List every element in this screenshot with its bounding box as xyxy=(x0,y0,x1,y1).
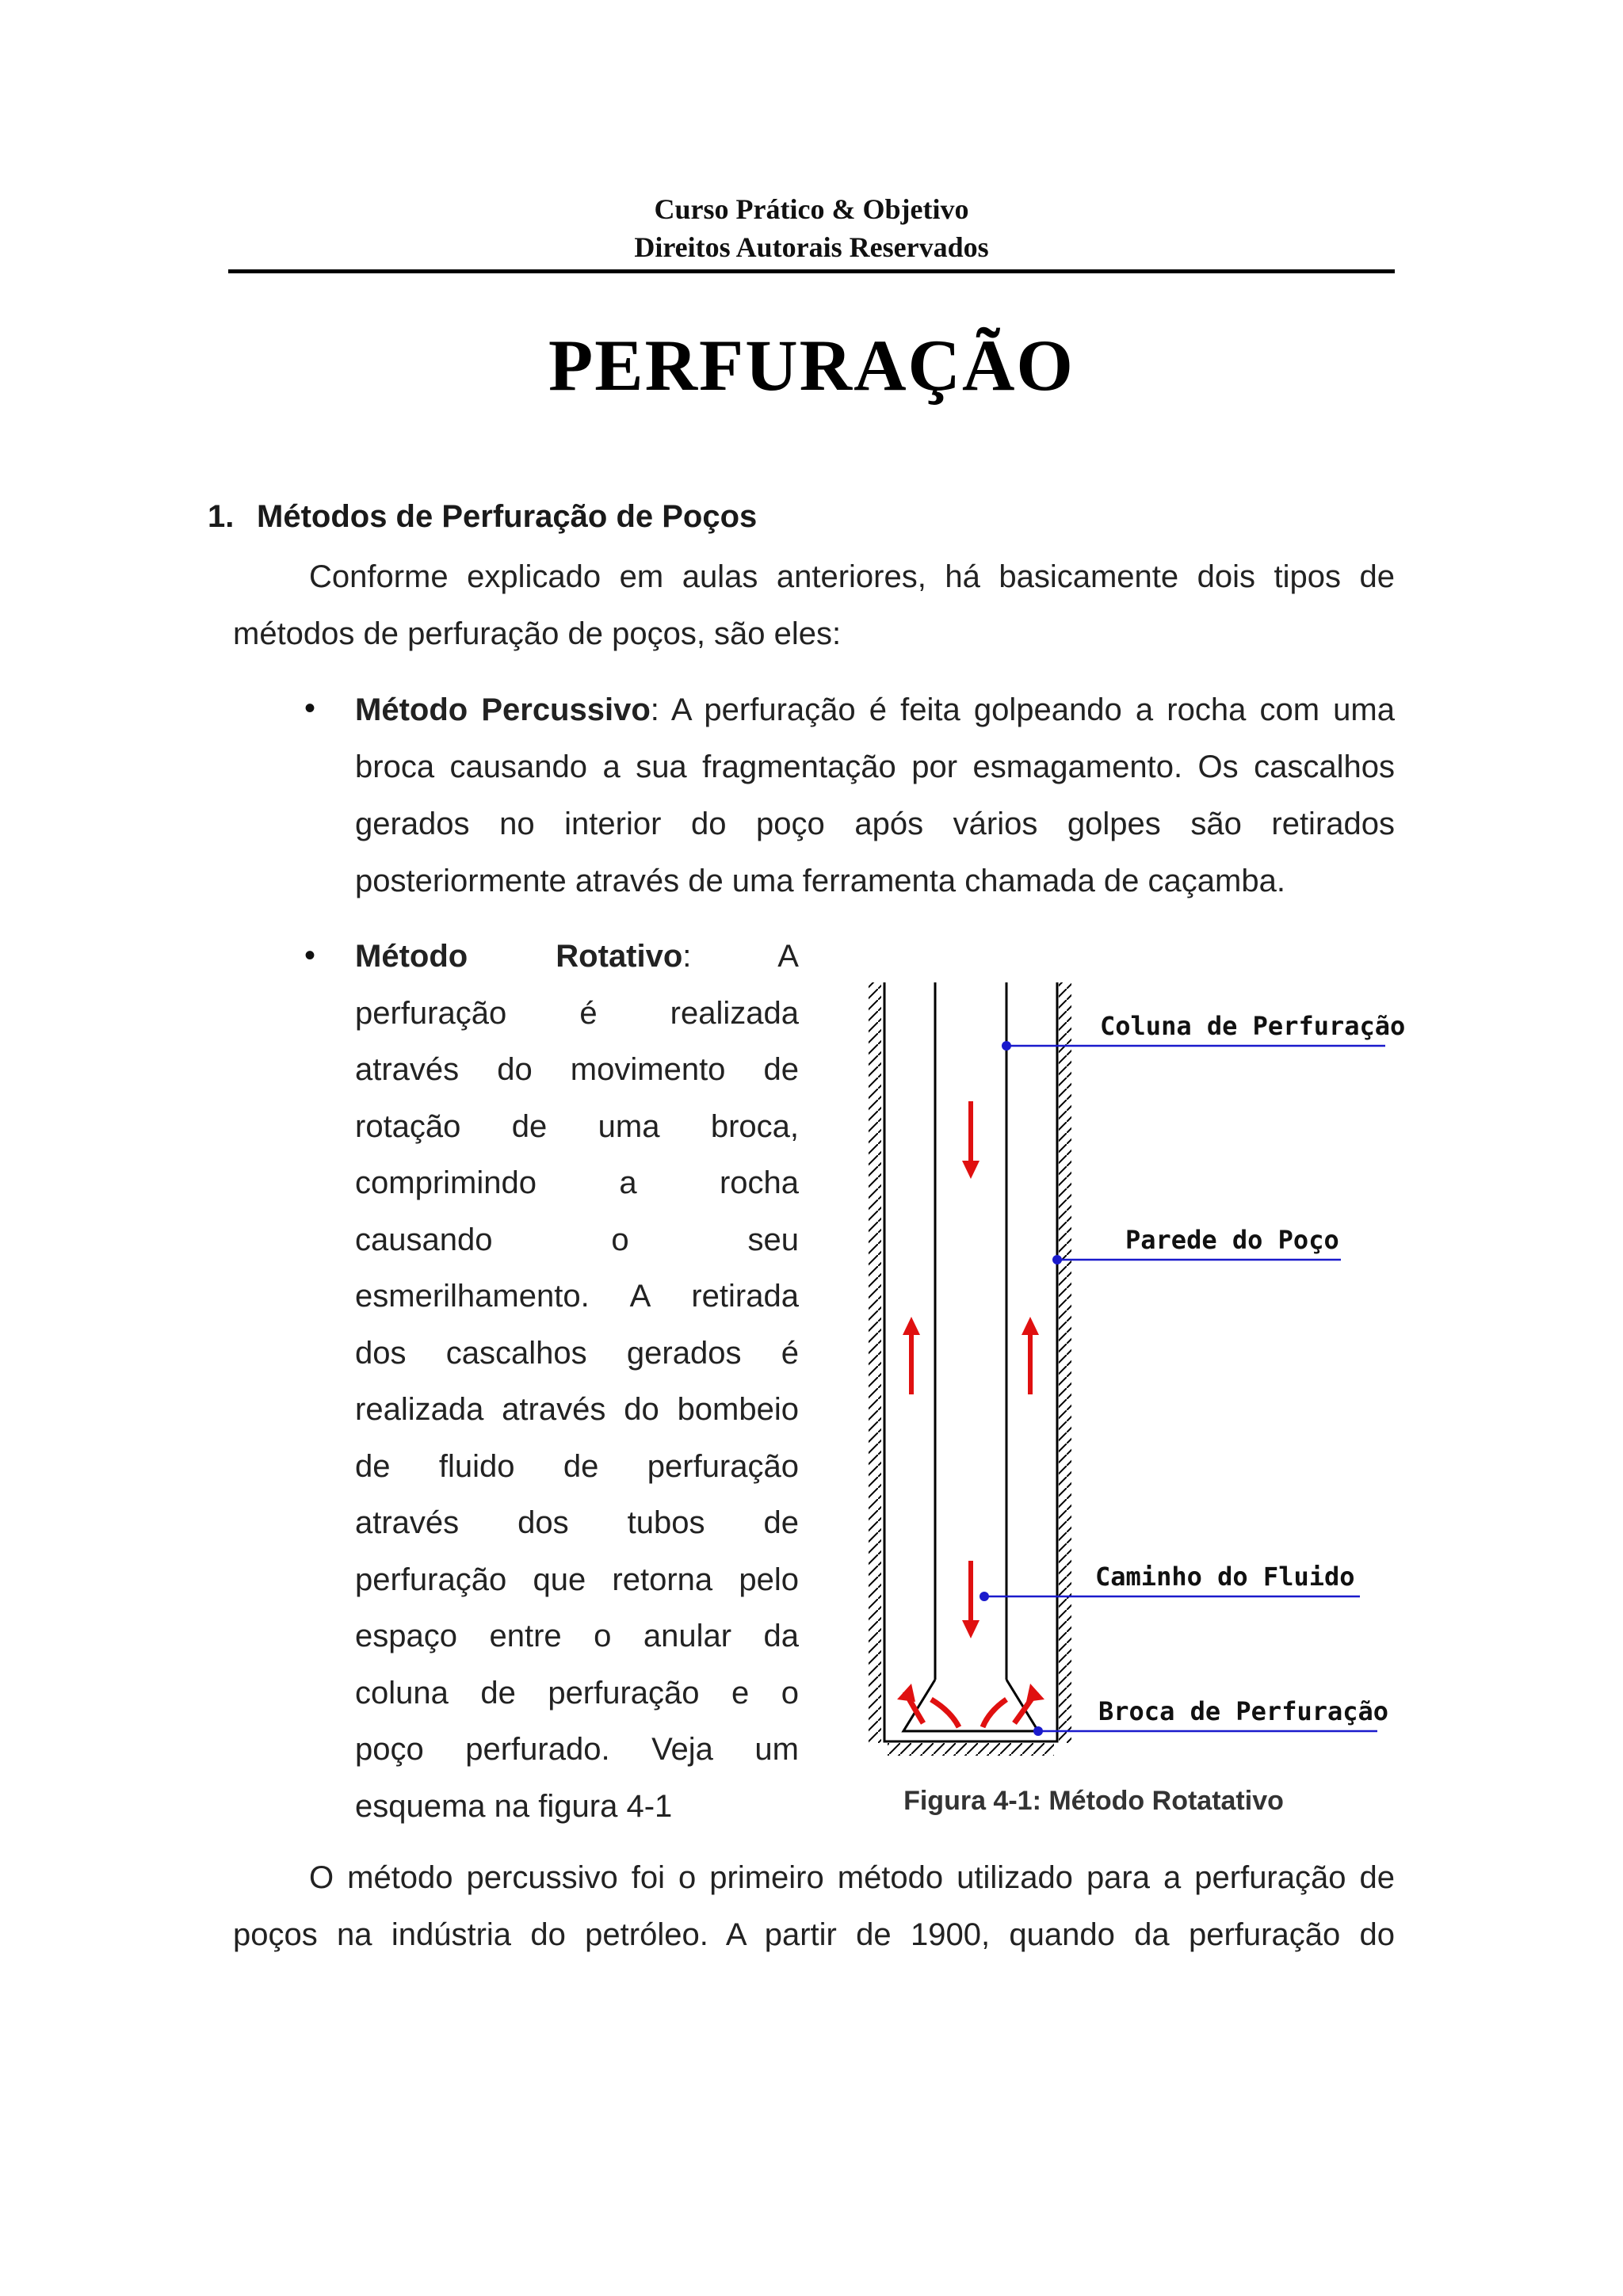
wall-hatch-left xyxy=(869,982,881,1743)
label-coluna: Coluna de Perfuração xyxy=(1100,1011,1406,1041)
bullet-line: broca causando a sua fragmentação por esmagamento. Os cascalhos xyxy=(355,749,1395,784)
pointer-parede xyxy=(1052,1255,1341,1264)
bullet-line: através dos tubos de xyxy=(355,1505,799,1540)
closing-line-2: poços na indústria do petróleo. A partir de 1900, quando da perfuração do xyxy=(233,1917,1395,1952)
page-title: PERFURAÇÃO xyxy=(548,325,1075,406)
drilling-diagram xyxy=(856,967,1411,1791)
bullet-line: gerados no interior do poço após vários golpes são retirados xyxy=(355,807,1395,841)
bullet-term: Rotativo xyxy=(556,939,683,974)
curved-arrow-icon xyxy=(931,1699,959,1727)
bullet-line: espaço entre o anular da xyxy=(355,1619,799,1653)
bullet-line: : A perfuração é feita golpeando a rocha com uma xyxy=(650,692,1395,727)
closing-paragraph xyxy=(233,1849,1395,1963)
bullet-term: Método Percussivo xyxy=(355,692,651,727)
label-caminho: Caminho do Fluido xyxy=(1095,1562,1355,1592)
intro-line-1: Conforme explicado em aulas anteriores, há basicamente dois tipos de xyxy=(309,559,1395,594)
header-line-1: Curso Prático & Objetivo xyxy=(654,193,969,225)
intro-line-2: métodos de perfuração de poços, são eles: xyxy=(233,616,842,651)
bullet-line: através do movimento de xyxy=(355,1052,799,1087)
pointer-caminho xyxy=(980,1592,1360,1601)
bullet-line: : A xyxy=(682,939,799,974)
fluid-arrows xyxy=(897,1101,1044,1727)
bullet-percussivo xyxy=(355,681,1395,910)
bullet-icon: • xyxy=(304,691,316,726)
arrow-down-icon xyxy=(962,1561,980,1638)
arrow-down-icon xyxy=(962,1101,980,1179)
header-rule xyxy=(228,269,1395,273)
bullet-line: dos cascalhos gerados é xyxy=(355,1335,799,1371)
header-line-2: Direitos Autorais Reservados xyxy=(634,231,989,263)
closing-line-1: O método percussivo foi o primeiro método utilizado para a perfuração de xyxy=(309,1860,1395,1895)
bullet-line: rotação de uma broca, xyxy=(355,1108,799,1144)
section-heading-text: Métodos de Perfuração de Poços xyxy=(257,499,758,534)
bullet-term: Método xyxy=(355,939,468,974)
pointer-broca xyxy=(1033,1726,1377,1736)
arrow-head-icon xyxy=(1026,1684,1044,1702)
bullet-line: realizada através do bombeio xyxy=(355,1392,799,1427)
bullet-line: de fluido de perfuração xyxy=(355,1448,799,1484)
page-header xyxy=(228,190,1395,266)
bullet-icon: • xyxy=(304,938,316,973)
intro-paragraph xyxy=(233,548,1395,662)
bullet-rotativo xyxy=(355,929,799,1835)
section-number: 1. xyxy=(208,499,235,534)
curved-arrow-icon xyxy=(983,1699,1006,1727)
label-broca: Broca de Perfuração xyxy=(1098,1696,1389,1726)
bullet-line: perfuração é realizada xyxy=(355,995,799,1031)
drill-bit xyxy=(903,1680,1038,1731)
bullet-line: perfuração que retorna pelo xyxy=(355,1562,799,1597)
arrow-head-icon xyxy=(897,1684,915,1702)
bullet-line: esmerilhamento. A retirada xyxy=(355,1279,799,1314)
bullet-line: comprimindo a rocha xyxy=(355,1165,799,1200)
bullet-line: causando o seu xyxy=(355,1222,799,1257)
bullet-line: posteriormente através de uma ferramenta chamada de caçamba. xyxy=(355,864,1285,898)
arrow-up-icon xyxy=(1022,1317,1039,1394)
figure-caption: Figura 4-1: Método Rotatativo xyxy=(903,1786,1284,1816)
bullet-line: esquema na figura 4-1 xyxy=(355,1788,673,1824)
arrow-up-icon xyxy=(903,1317,920,1394)
wall-hatch-bottom xyxy=(888,1743,1054,1756)
section-heading xyxy=(208,499,757,535)
wall-hatch-right xyxy=(1059,982,1071,1743)
bullet-line: coluna de perfuração e o xyxy=(355,1675,799,1711)
bullet-line: poço perfurado. Veja um xyxy=(355,1732,799,1767)
label-parede: Parede do Poço xyxy=(1125,1225,1339,1255)
